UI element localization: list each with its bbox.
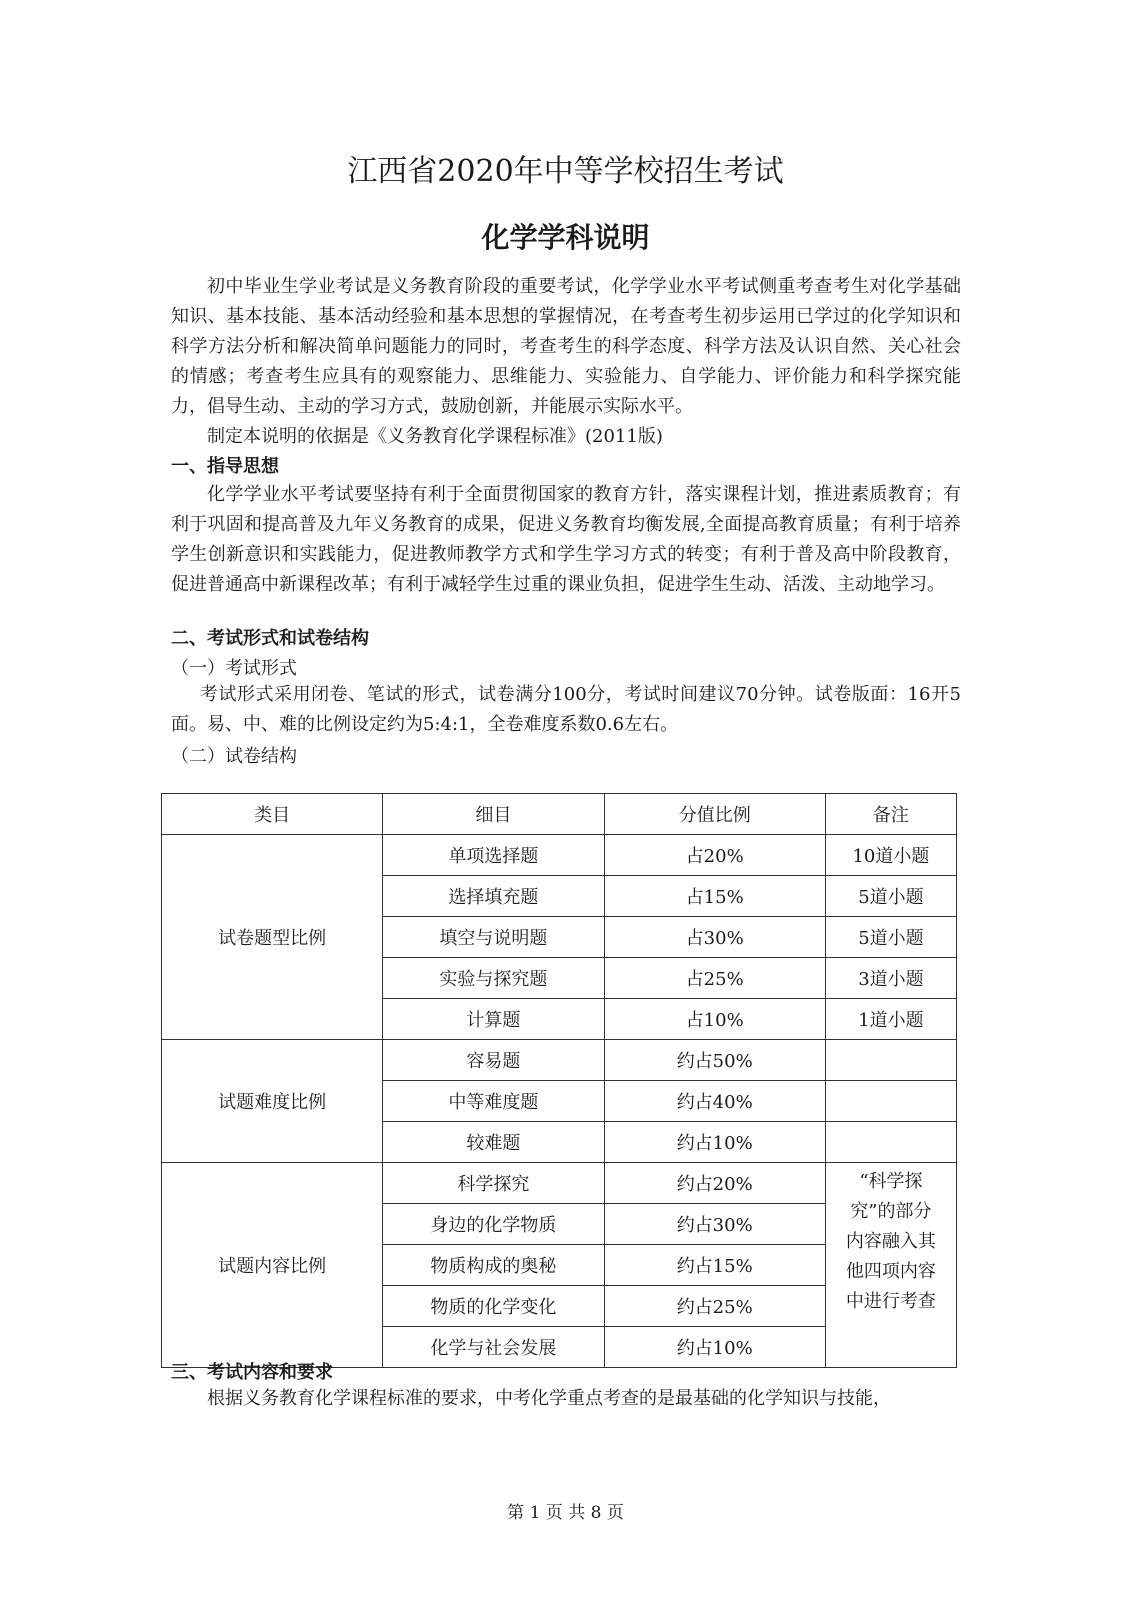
- ratio-cell: 占10%: [604, 999, 825, 1040]
- ratio-cell: 约占30%: [604, 1204, 825, 1245]
- section3-body-block: [171, 1384, 961, 1414]
- section2-sub1: （一）考试形式: [171, 658, 297, 679]
- ratio-cell: 约占15%: [604, 1245, 825, 1286]
- header-cell: 备注: [825, 794, 956, 835]
- item-cell: 单项选择题: [383, 835, 604, 876]
- ratio-cell: 约占10%: [604, 1327, 825, 1368]
- exam-structure-table: [161, 793, 957, 1368]
- note-line: 内容融入其: [845, 1231, 936, 1252]
- note-cell: [825, 1040, 956, 1081]
- item-cell: 科学探究: [383, 1163, 604, 1204]
- section2-sub1-body: 考试形式采用闭卷、笔试的形式，试卷满分100分，考试时间建议70分钟。试卷版面：16开5面。易、中、难的比例设定约为5:4:1，全卷难度系数0.6左右。: [171, 684, 961, 735]
- category-cell: 试题难度比例: [162, 1040, 383, 1163]
- ratio-cell: 约占10%: [604, 1122, 825, 1163]
- note-line: “科学探: [859, 1171, 923, 1192]
- ratio-cell: 约占25%: [604, 1286, 825, 1327]
- note-line: 中进行考查: [845, 1291, 936, 1312]
- section3-body: 根据义务教育化学课程标准的要求，中考化学重点考查的是最基础的化学知识与技能，: [207, 1388, 891, 1409]
- item-cell: 填空与说明题: [383, 917, 604, 958]
- page-footer: 第 1 页 共 8 页: [507, 1503, 624, 1523]
- document-subtitle: 化学学科说明: [481, 221, 650, 254]
- ratio-cell: 占20%: [604, 835, 825, 876]
- item-cell: 选择填充题: [383, 876, 604, 917]
- ratio-cell: 占30%: [604, 917, 825, 958]
- section1-heading: 一、指导思想: [171, 456, 279, 477]
- table-row: [162, 1040, 957, 1081]
- item-cell: 化学与社会发展: [383, 1327, 604, 1368]
- intro-paragraph-2: 制定本说明的依据是《义务教育化学课程标准》(2011版): [207, 426, 663, 447]
- note-line: 究”的部分: [850, 1201, 932, 1222]
- table-header-row: [162, 794, 957, 835]
- table-row: [162, 835, 957, 876]
- category-cell: 试卷题型比例: [162, 835, 383, 1040]
- section2-sub1-block: [171, 680, 961, 740]
- ratio-cell: 占15%: [604, 876, 825, 917]
- item-cell: 容易题: [383, 1040, 604, 1081]
- category-cell: 试题内容比例: [162, 1163, 383, 1368]
- intro-paragraph-1: 初中毕业生学业考试是义务教育阶段的重要考试，化学学业水平考试侧重考查考生对化学基础知识、基本技能、基本活动经验和基本思想的掌握情况，在考查考生初步运用已学过的化学知识和科学方法分析和解决简单问题能力的同时，考查考生的科学态度、科学方法及认识自然、关心社会的情感；考查考生应具有的观察能力、思维能力、实验能力、自学能力、评价能力和科学探究能力，倡导生动、主动的学习方式，鼓励创新，并能展示实际水平。: [171, 276, 961, 417]
- header-cell: 分值比例: [604, 794, 825, 835]
- section3-heading: 三、考试内容和要求: [171, 1362, 333, 1383]
- item-cell: 身边的化学物质: [383, 1204, 604, 1245]
- item-cell: 物质构成的奥秘: [383, 1245, 604, 1286]
- note-cell: 3道小题: [825, 958, 956, 999]
- header-cell: 细目: [383, 794, 604, 835]
- item-cell: 较难题: [383, 1122, 604, 1163]
- note-cell: [825, 1081, 956, 1122]
- ratio-cell: 占25%: [604, 958, 825, 999]
- section1-body-block: [171, 480, 961, 600]
- content-note-cell: [825, 1163, 956, 1368]
- note-cell: 5道小题: [825, 876, 956, 917]
- section1-body: 化学学业水平考试要坚持有利于全面贯彻国家的教育方针，落实课程计划，推进素质教育；有利于巩固和提高普及九年义务教育的成果，促进义务教育均衡发展,全面提高教育质量；有利于培养学生创新意识和实践能力，促进教师教学方式和学生学习方式的转变；有利于普及高中阶段教育，促进普通高中新课程改革；有利于减轻学生过重的课业负担，促进学生生动、活泼、主动地学习。: [171, 484, 961, 595]
- note-cell: [825, 1122, 956, 1163]
- ratio-cell: 约占40%: [604, 1081, 825, 1122]
- intro-section: [171, 272, 961, 452]
- note-line: 他四项内容: [845, 1261, 936, 1282]
- section2-sub2: （二）试卷结构: [171, 746, 297, 767]
- note-cell: 1道小题: [825, 999, 956, 1040]
- header-cell: 类目: [162, 794, 383, 835]
- ratio-cell: 约占50%: [604, 1040, 825, 1081]
- section2-heading: 二、考试形式和试卷结构: [171, 628, 369, 649]
- document-title: 江西省2020年中等学校招生考试: [347, 154, 784, 189]
- note-cell: 5道小题: [825, 917, 956, 958]
- item-cell: 物质的化学变化: [383, 1286, 604, 1327]
- table-row: [162, 1163, 957, 1204]
- note-cell: 10道小题: [825, 835, 956, 876]
- item-cell: 实验与探究题: [383, 958, 604, 999]
- item-cell: 中等难度题: [383, 1081, 604, 1122]
- ratio-cell: 约占20%: [604, 1163, 825, 1204]
- item-cell: 计算题: [383, 999, 604, 1040]
